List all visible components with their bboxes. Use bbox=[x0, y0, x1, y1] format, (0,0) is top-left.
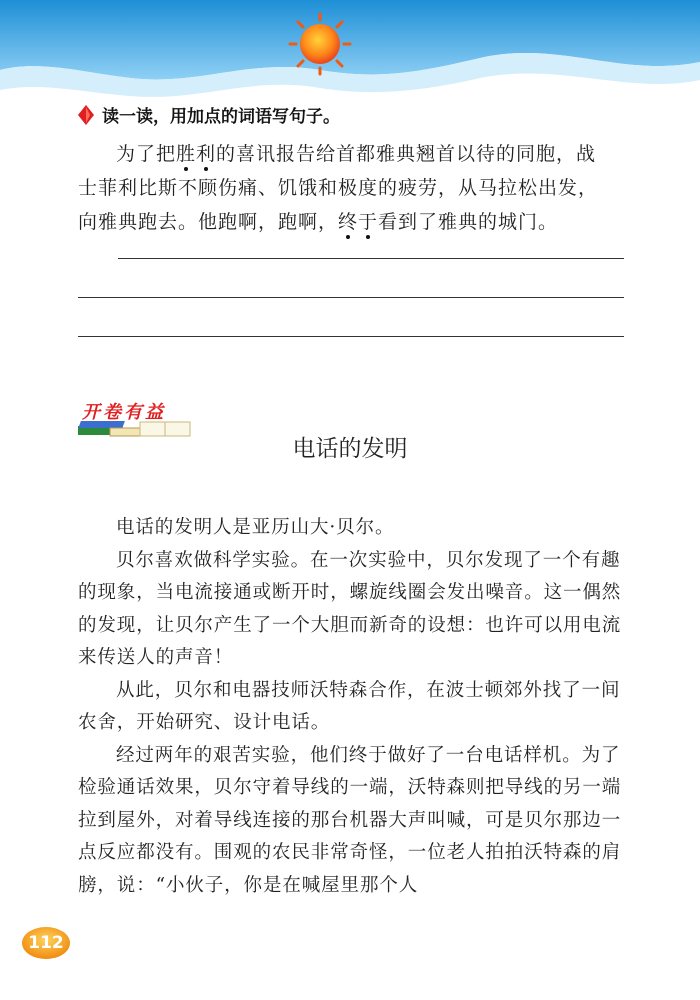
writing-line-1[interactable] bbox=[118, 258, 624, 259]
writing-line-3[interactable] bbox=[78, 336, 624, 337]
passage-line-3 bbox=[78, 205, 638, 239]
exercise-instruction: 读一读，用加点的词语写句子。 bbox=[102, 107, 340, 127]
passage-text: 为了把 bbox=[116, 143, 177, 165]
emphasis-dot-char: 利 bbox=[196, 143, 217, 165]
passage-text: 的喜讯报告给首都雅典翘首以待的同胞，战 bbox=[216, 143, 597, 165]
exercise-passage bbox=[78, 137, 638, 239]
page-number: 112 bbox=[28, 933, 64, 953]
article-paragraph: 电话的发明人是亚历山大·贝尔。 bbox=[116, 517, 395, 538]
section-badge-label: 开卷有益 bbox=[82, 402, 166, 423]
article-paragraph: 经过两年的艰苦实验，他们终于做好了一台电话样机。为了检验通话效果，贝尔守着导线的一端，沃特森则把导线的另一端拉到屋外，对着导线连接的那台机器大声叫喊，可是贝尔那边一点反应都没有。围观的农民非常奇怪，一位老人拍拍沃特森的肩膀，说：“小伙子，你是在喊屋里那个人 bbox=[78, 744, 622, 896]
passage-text: 向雅典跑去。他跑啊，跑啊， bbox=[78, 211, 339, 233]
emphasis-dot-char: 于 bbox=[358, 211, 379, 233]
article-paragraph: 从此，贝尔和电器技师沃特森合作，在波士顿郊外找了一间农舍，开始研究、设计电话。 bbox=[78, 679, 621, 733]
passage-line-2: 士菲利比斯不顾伤痛、饥饿和极度的疲劳，从马拉松出发， bbox=[78, 177, 599, 199]
dotted-word-victory bbox=[176, 143, 216, 165]
passage-line-1 bbox=[78, 137, 638, 171]
dotted-word-text bbox=[338, 211, 378, 233]
dotted-word-text bbox=[176, 143, 216, 165]
passage-text: 看到了雅典的城门。 bbox=[378, 211, 559, 233]
emphasis-dot-char: 胜 bbox=[176, 143, 197, 165]
writing-line-2[interactable] bbox=[78, 297, 624, 298]
emphasis-dot-char: 终 bbox=[338, 211, 359, 233]
red-diamond-icon bbox=[78, 105, 94, 125]
header-sky-band bbox=[0, 0, 700, 110]
article-title: 电话的发明 bbox=[292, 436, 408, 462]
dotted-word-finally bbox=[338, 211, 378, 233]
article-paragraph: 贝尔喜欢做科学实验。在一次实验中，贝尔发现了一个有趣的现象，当电流接通或断开时，螺旋线圈会发出噪音。这一偶然的发现，让贝尔产生了一个大胆而新奇的设想：也许可以用电流来传送人的声音！ bbox=[78, 549, 622, 668]
article-body bbox=[78, 512, 628, 902]
exercise-block bbox=[78, 102, 638, 239]
exercise-instruction-row bbox=[78, 102, 638, 127]
